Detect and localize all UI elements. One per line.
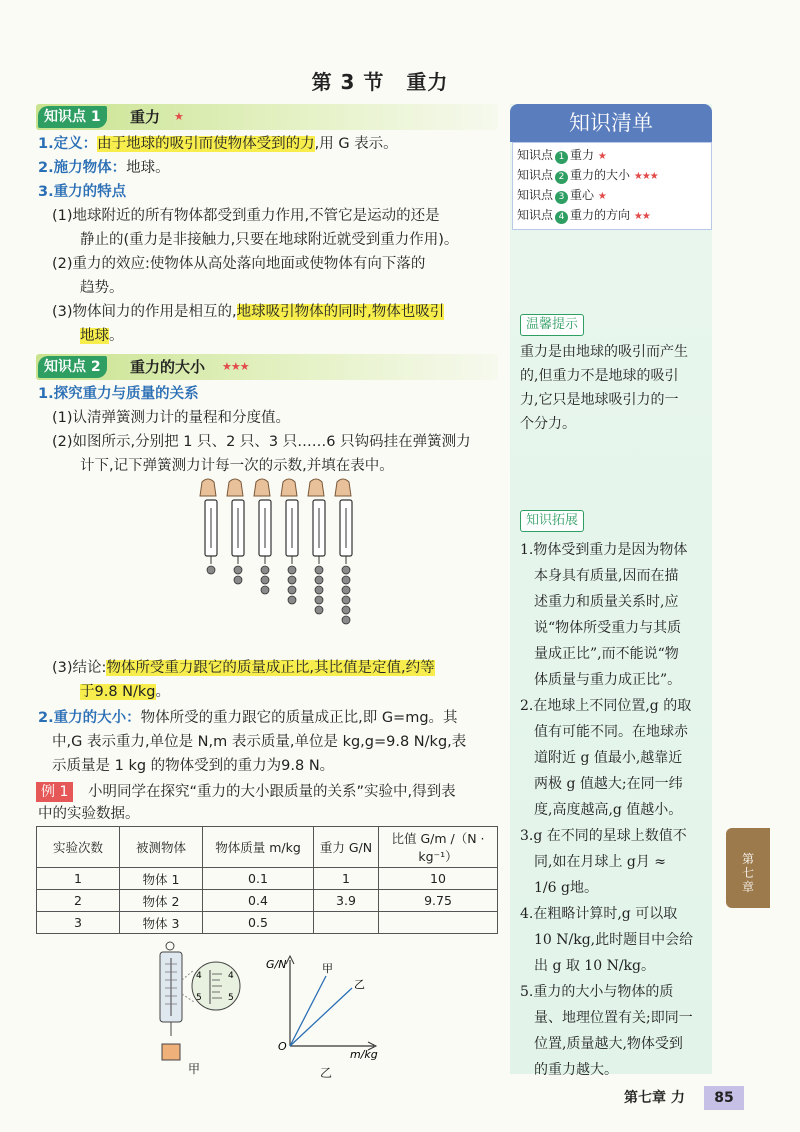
gravity-size-head: 2.重力的大小： <box>38 710 141 726</box>
kp-label: 知识点 <box>517 148 554 162</box>
figure-spring-scale <box>150 940 250 1080</box>
feature-3b-end: 。 <box>109 328 124 344</box>
chapter-tab-text: 章 <box>741 880 754 894</box>
ext-line: 量、地理位置有关;即同一 <box>534 1010 693 1026</box>
line-b-label: 乙 <box>354 978 365 991</box>
kp-label: 知识点 <box>517 168 554 182</box>
sidebar-kp-item <box>517 146 606 166</box>
line-a <box>290 976 326 1046</box>
ext-line: 2.在地球上不同位置,g 的取 <box>520 698 692 714</box>
applier-head: 2.施力物体： <box>38 160 127 176</box>
table-header-cell: 重力 G/N <box>314 827 379 868</box>
tip-line: 的,但重力不是地球的吸引 <box>520 368 679 384</box>
feature-3a-pre: (3)物体间力的作用是相互的, <box>52 304 237 320</box>
step-1: (1)认清弹簧测力计的量程和分度值。 <box>52 410 291 426</box>
table-cell: 0.4 <box>203 890 314 912</box>
conclusion-highlight-a: 物体所受重力跟它的质量成正比,其比值是定值,约等 <box>106 660 435 676</box>
ext-line: 10 N/kg,此时题目中会给 <box>534 932 694 948</box>
sidebar-kp-item <box>517 206 650 226</box>
tip-tag: 温馨提示 <box>520 314 584 336</box>
scale-tick-label: 5 <box>196 993 202 1003</box>
extension-tag: 知识拓展 <box>520 510 584 532</box>
line-b <box>290 988 352 1046</box>
table-header-row <box>37 827 498 868</box>
table-cell: 3 <box>37 912 120 934</box>
kp-stars: ★★★ <box>633 171 658 182</box>
table-row <box>37 912 498 934</box>
ext-line: 体质量与重力成正比”。 <box>534 672 682 688</box>
table-cell: 1 <box>37 868 120 890</box>
definition-line <box>38 132 398 156</box>
example-tag: 例 1 <box>36 782 73 802</box>
ext-line: 1.物体受到重力是因为物体 <box>520 542 688 558</box>
table-row <box>37 868 498 890</box>
table-cell <box>379 912 498 934</box>
kp1-tag: 知识点 1 <box>38 106 107 128</box>
ext-line: 两极 g 值越大;在同一纬 <box>534 776 683 792</box>
definition-highlight: 由于地球的吸引而使物体受到的力 <box>97 136 315 152</box>
scale-tick-label: 4 <box>196 971 202 981</box>
feature-2a: (2)重力的效应:使物体从高处落向地面或使物体有向下落的 <box>52 256 426 272</box>
feature-3a-highlight: 地球吸引物体的同时,物体也吸引 <box>236 304 445 320</box>
kp2-tag: 知识点 2 <box>38 356 107 378</box>
tip-line: 力,它只是地球吸引力的一 <box>520 392 679 408</box>
spring-scale-icon <box>205 500 352 556</box>
graph-y-label: G/N <box>266 958 287 971</box>
ext-line: 3.g 在不同的星球上数值不 <box>520 828 687 844</box>
kp-number: 4 <box>555 211 568 224</box>
page-title <box>0 66 760 95</box>
section-name: 重力 <box>406 70 449 94</box>
footer-chapter: 第七章 力 <box>624 1090 685 1106</box>
kp2-stars: ★★★ <box>222 360 249 373</box>
conclusion-a <box>52 656 435 680</box>
example-text-b: 中的实验数据。 <box>38 806 140 822</box>
hand-icon <box>200 479 351 496</box>
kp-stars: ★ <box>597 151 606 162</box>
definition-rest: ,用 G 表示。 <box>314 136 398 152</box>
example-text-a: 小明同学在探究“重力的大小跟质量的关系”实验中,得到表 <box>88 784 456 800</box>
conclusion-pre: (3)结论: <box>52 660 107 676</box>
feature-1b: 静止的(重力是非接触力,只要在地球附近就受到重力作用)。 <box>80 232 459 248</box>
table-header-cell: 物体质量 m/kg <box>203 827 314 868</box>
ext-line: 本身具有质量,因而在描 <box>534 568 679 584</box>
graph-x-label: m/kg <box>350 1048 378 1061</box>
kp-name: 重力的大小 <box>570 168 631 182</box>
table-cell: 3.9 <box>314 890 379 912</box>
section-number: 第 3 节 <box>311 70 385 94</box>
chapter-tab[interactable] <box>726 828 770 908</box>
kp-label: 知识点 <box>517 188 554 202</box>
graph-origin: O <box>278 1040 287 1053</box>
hook-weight-icon <box>207 566 350 624</box>
gravity-size-b: 中,G 表示重力,单位是 N,m 表示质量,单位是 kg,g=9.8 N/kg,表 <box>52 734 467 750</box>
conclusion-b <box>80 680 170 704</box>
kp-name: 重心 <box>570 188 595 202</box>
sidebar-kp-item <box>517 166 658 186</box>
features-heading: 3.重力的特点 <box>38 184 127 200</box>
conclusion-end: 。 <box>155 684 171 700</box>
kp-stars: ★ <box>597 191 606 202</box>
table-header-cell: 被测物体 <box>120 827 203 868</box>
figure-b-caption: 乙 <box>320 1066 333 1080</box>
ext-line: 5.重力的大小与物体的质 <box>520 984 674 1000</box>
kp-name: 重力的方向 <box>570 208 631 222</box>
kp-label: 知识点 <box>517 208 554 222</box>
kp2-name: 重力的大小 <box>130 358 206 376</box>
table-header-cell: 比值 G/m /（N · kg⁻¹） <box>379 827 498 868</box>
kp-number: 1 <box>555 151 568 164</box>
table-header-cell: 实验次数 <box>37 827 120 868</box>
ext-line: 值有可能不同。在地球赤 <box>534 724 688 740</box>
ext-line: 同,如在月球上 g月 ≈ <box>534 854 667 870</box>
table-cell: 2 <box>37 890 120 912</box>
gravity-size-a <box>38 706 458 730</box>
kp-stars: ★★ <box>633 211 650 222</box>
conclusion-highlight-b: 于9.8 N/kg <box>80 684 156 700</box>
chapter-tab-text: 第 <box>741 852 754 866</box>
table-cell: 物体 3 <box>120 912 203 934</box>
table-cell: 物体 1 <box>120 868 203 890</box>
feature-3b <box>80 324 124 348</box>
sidebar-kp-list <box>512 142 712 230</box>
kp-name: 重力 <box>570 148 595 162</box>
kp1-name: 重力 <box>130 108 161 126</box>
ext-line: 出 g 取 10 N/kg。 <box>534 958 655 974</box>
chapter-tab-text: 七 <box>741 866 754 880</box>
definition-head: 1.定义： <box>38 136 98 152</box>
tip-line: 重力是由地球的吸引而产生 <box>520 344 688 360</box>
table-cell: 0.5 <box>203 912 314 934</box>
ext-line: 说“物体所受重力与其质 <box>534 620 682 636</box>
ext-line: 位置,质量越大,物体受到 <box>534 1036 683 1052</box>
figure-a-caption: 甲 <box>188 1062 201 1076</box>
page-number: 85 <box>704 1086 744 1110</box>
table-cell: 10 <box>379 868 498 890</box>
ext-line: 度,高度越高,g 值越小。 <box>534 802 683 818</box>
feature-3b-highlight: 地球 <box>80 328 109 344</box>
table-cell: 物体 2 <box>120 890 203 912</box>
feature-2b: 趋势。 <box>80 280 124 296</box>
tip-line: 个分力。 <box>520 416 576 432</box>
table-row <box>37 890 498 912</box>
ext-line: 1/6 g地。 <box>534 880 598 896</box>
kp1-stars: ★ <box>174 110 183 123</box>
knowledge-point-2-bar <box>36 354 498 380</box>
table-cell: 9.75 <box>379 890 498 912</box>
table-cell: 1 <box>314 868 379 890</box>
experiment-heading: 1.探究重力与质量的关系 <box>38 386 199 402</box>
step-2b: 计下,记下弹簧测力计每一次的示数,并填在表中。 <box>80 458 394 474</box>
table-cell <box>314 912 379 934</box>
spring-scales-figure <box>196 478 356 658</box>
ext-line: 述重力和质量关系时,应 <box>534 594 679 610</box>
scale-tick-label: 4 <box>228 971 234 981</box>
kp-number: 3 <box>555 191 568 204</box>
knowledge-point-1-bar <box>36 104 498 130</box>
gravity-size-c: 示质量是 1 kg 的物体受到的重力为9.8 N。 <box>52 758 335 774</box>
gravity-size-text-a: 物体所受的重力跟它的质量成正比,即 G=mg。其 <box>140 710 458 726</box>
ext-line: 的重力越大。 <box>534 1062 618 1078</box>
ext-line: 4.在粗略计算时,g 可以取 <box>520 906 678 922</box>
ext-line: 道附近 g 值最小,越靠近 <box>534 750 683 766</box>
line-a-label: 甲 <box>322 962 333 975</box>
applier-rest: 地球。 <box>126 160 170 176</box>
ext-line: 量成正比”,而不能说“物 <box>534 646 679 662</box>
feature-3a <box>52 300 444 324</box>
applier-line <box>38 156 170 180</box>
figure-gm-graph <box>266 952 386 1062</box>
sidebar-kp-item <box>517 186 606 206</box>
kp-number: 2 <box>555 171 568 184</box>
table-cell: 0.1 <box>203 868 314 890</box>
sidebar-header: 知识清单 <box>510 104 712 142</box>
feature-1a: (1)地球附近的所有物体都受到重力作用,不管它是运动的还是 <box>52 208 440 224</box>
step-2a: (2)如图所示,分别把 1 只、2 只、3 只……6 只钩码挂在弹簧测力 <box>52 434 471 450</box>
scale-tick-label: 5 <box>228 993 234 1003</box>
experiment-table <box>36 826 498 934</box>
